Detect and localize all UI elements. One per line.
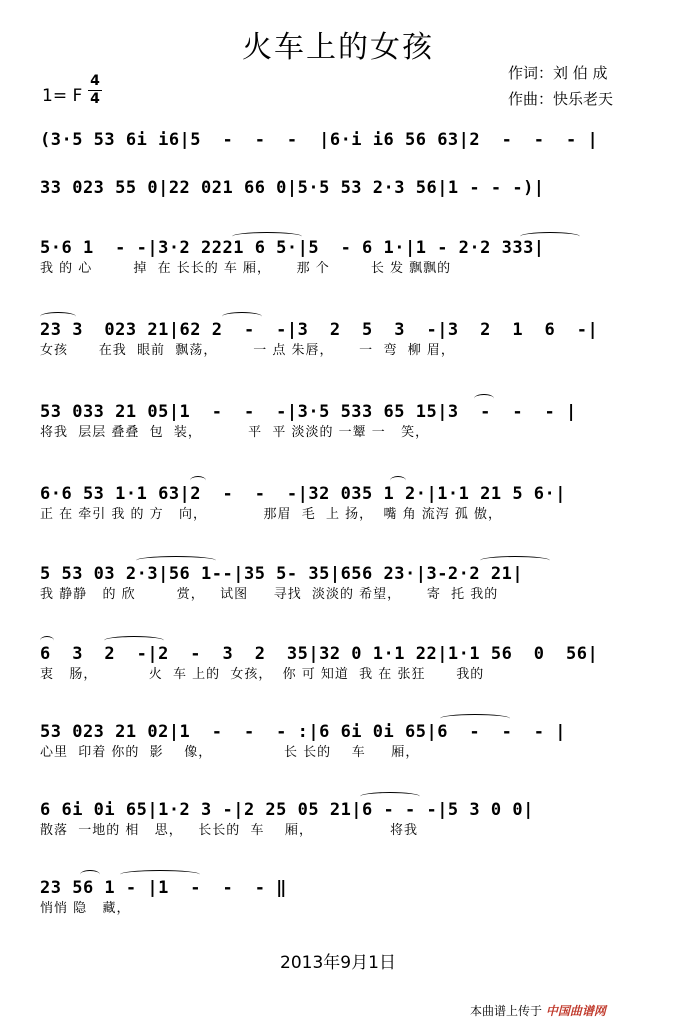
slur-mark [190,476,206,485]
score-lyrics [40,152,640,170]
score-notes: 53 023 21 02|1 - - - :|6 6i 0i 65|6 - - - | [40,722,567,742]
slur-mark [390,476,406,485]
slur-mark [222,312,262,321]
score-lyrics: 我 的 心 掉 在 长长的 车 厢， 那 个 长 发 飘飘的 [40,261,452,276]
score-lyrics [40,200,640,218]
score-notes: 6 6i 0i 65|1·2 3 -|2 25 05 21|6 - - -|5 3 0 0| [40,800,534,820]
lyricist-credit: 作词：刘 伯 成 [508,64,608,82]
score-notes: 23 56 1 - |1 - - - ‖ [40,878,287,898]
score-line-3 [40,236,640,278]
score-line-11 [40,876,640,918]
upload-date: 2013年9月1日 [280,953,396,973]
slur-mark [360,792,420,801]
slur-mark [440,714,510,723]
score-lyrics: 心里 印着 你的 影 像， 长 长的 车 厢， [40,745,420,760]
score-lyrics: 女孩 在我 眼前 飘荡， 一 点 朱唇， 一 弯 柳 眉， [40,343,455,358]
slur-mark [232,232,302,241]
slur-mark [520,232,580,241]
score-lyrics: 正 在 牵引 我 的 方 向， 那眉 毛 上 扬， 嘴 角 流泻 孤 傲， [40,507,502,522]
score-line-10 [40,798,640,840]
score-line-4 [40,318,640,360]
footer-text: 本曲谱上传于 [470,1004,543,1018]
score-line-1 [40,128,640,170]
slur-mark [80,870,100,879]
score-line-5 [40,400,640,442]
score-lyrics: 衷 肠， 火 车 上的 女孩， 你 可 知道 我 在 张狂 我的 [40,667,485,682]
score-notes: 5 53 03 2·3|56 1--|35 5- 35|656 23·|3-2·2 21| [40,564,524,584]
slur-mark [136,556,216,565]
score-line-6 [40,482,640,524]
footer-brand-link[interactable]: 中国曲谱网 [545,1004,606,1018]
score-notes: 6·6 53 1·1 63|2 - - -|32 035 1 2·|1·1 21 5 6·| [40,484,567,504]
footer [470,1002,606,1019]
score-line-9 [40,720,640,762]
score-line-7 [40,562,640,604]
slur-mark [40,312,76,321]
score-notes: 5·6 1 - -|3·2 2221 6 5·|5 - 6 1·|1 - 2·2 333| [40,238,545,258]
composer-credit: 作曲：快乐老天 [508,90,614,108]
slur-mark [104,636,164,645]
score-notes: (3·5 53 6i i6|5 - - - |6·i i6 56 63|2 - - - | [40,130,599,150]
score-lyrics: 悄悄 隐 藏， [40,901,131,916]
slur-mark [40,636,54,645]
slur-mark [120,870,200,879]
time-signature [88,74,102,107]
key-signature: 1= F [42,86,83,106]
song-title: 火车上的女孩 [242,30,434,65]
slur-mark [480,556,550,565]
score-notes: 53 033 21 05|1 - - -|3·5 533 65 15|3 - - - | [40,402,577,422]
score-notes: 33 023 55 0|22 021 66 0|5·5 53 2·3 56|1 - - -)| [40,178,545,198]
score-notes: 6 3 2 -|2 - 3 2 35|32 0 1·1 22|1·1 56 0 56| [40,644,599,664]
slur-mark [474,394,494,403]
score-lyrics: 将我 层层 叠叠 包 装， 平 平 淡淡的 一颦 一 笑， [40,425,430,440]
score-lyrics: 散落 一地的 相 思， 长长的 车 厢， 将我 [40,823,418,838]
time-signature-bottom: 4 [90,91,100,107]
score-notes: 23 3 023 21|62 2 - -|3 2 5 3 -|3 2 1 6 -| [40,320,599,340]
score-line-8 [40,642,640,684]
time-signature-top: 4 [90,73,100,89]
score-lyrics: 我 静静 的 欣 赏， 试图 寻找 淡淡的 希望， 寄 托 我的 [40,587,499,602]
score-line-2 [40,176,640,218]
